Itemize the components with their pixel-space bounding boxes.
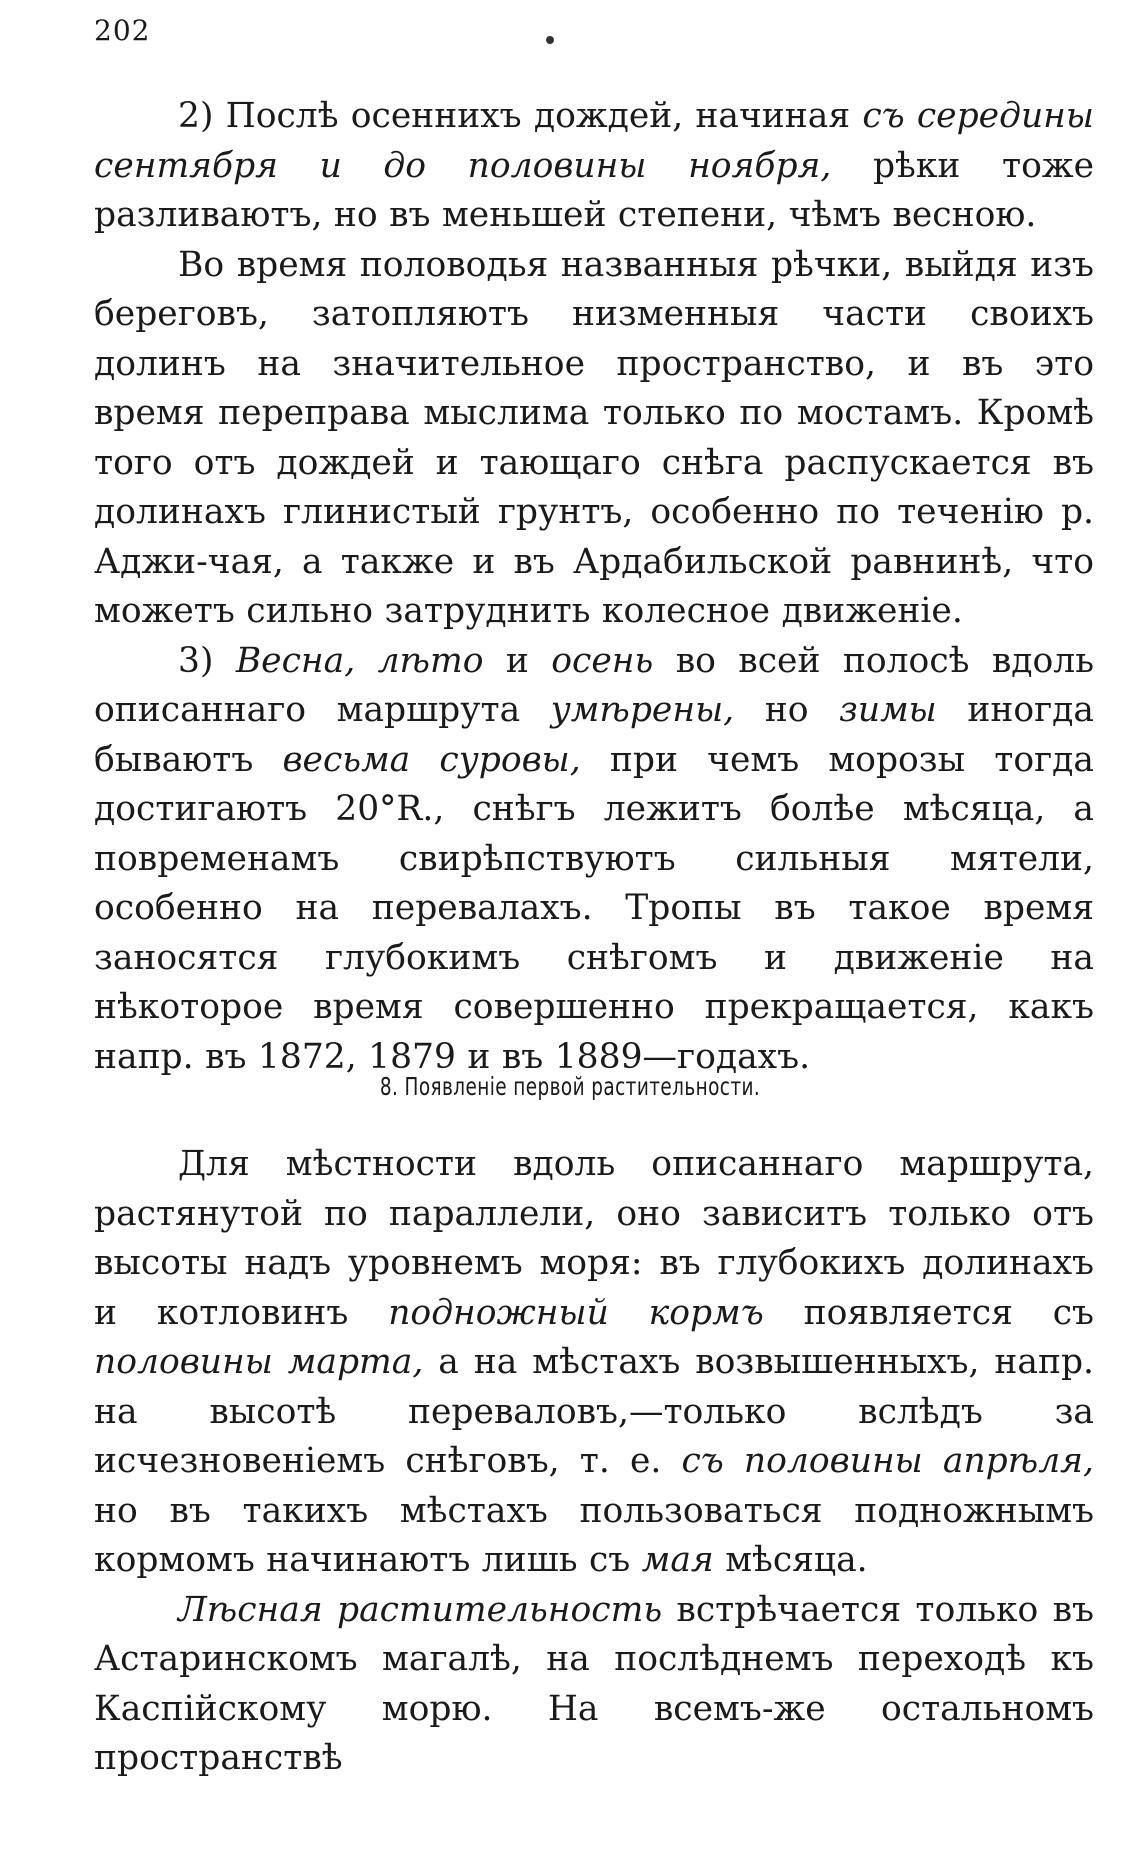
- paragraph: [94, 241, 1094, 637]
- text-run: но въ такихъ мѣстахъ пользоваться подножнымъ кормомъ начинаютъ лишь съ: [94, 1490, 1094, 1580]
- text-run: мѣсяца.: [713, 1540, 868, 1580]
- text-run: во всей полосѣ вдоль описаннаго маршрута: [94, 640, 1094, 730]
- italic-run: съ середины сентября и до половины ноября,: [94, 96, 1095, 186]
- page-number: 202: [94, 14, 151, 47]
- section-heading: 8. Появленіе первой растительности.: [379, 1072, 761, 1101]
- text-run: но: [734, 690, 840, 730]
- italic-run: умѣрены,: [550, 690, 735, 730]
- text-run: а на мѣстахъ возвышенныхъ, напр. на высотѣ переваловъ,—только вслѣдъ за исчезновеніемъ снѣговъ, т. е.: [94, 1342, 1094, 1481]
- text-run: встрѣчается только въ Астаринскомъ магалѣ, на послѣднемъ переходѣ къ Каспійскому морю. На всемъ-же остальномъ пространствѣ: [94, 1589, 1094, 1778]
- paragraph: [94, 92, 1094, 241]
- text-run: 2) Послѣ осеннихъ дождей, начиная: [178, 96, 863, 136]
- paragraph: [94, 1140, 1094, 1586]
- italic-run: Весна, лѣто: [235, 640, 484, 681]
- text-run: Во время половодья названныя рѣчки, выйдя изъ береговъ, затопляютъ низменныя части своихъ долинъ на значительное пространство, и въ это время переправа мыслима только по мостамъ. Кромѣ того отъ дождей и тающаго снѣга распускается въ долинахъ глинистый грунтъ, особенно по теченію р. Аджи-чая, а также и въ Ардабильской равнинѣ, что можетъ сильно затруднить колесное движеніе.: [94, 244, 1094, 631]
- body-text-bottom: [94, 1140, 1094, 1784]
- body-text-top: [94, 92, 1094, 1082]
- text-run: и: [483, 640, 552, 681]
- paragraph: [94, 1586, 1094, 1784]
- text-run: Для мѣстности вдоль описаннаго маршрута, растянутой по параллели, оно зависитъ только отъ высоты надъ уровнемъ моря: въ глубокихъ долинахъ и котловинъ: [94, 1144, 1094, 1333]
- italic-run: съ половины апрѣля,: [681, 1441, 1094, 1481]
- italic-run: Лѣсная растительность: [178, 1589, 663, 1630]
- italic-run: зимы: [839, 690, 937, 730]
- italic-run: половины марта,: [94, 1342, 424, 1382]
- paragraph: [94, 637, 1094, 1083]
- italic-run: осень: [551, 640, 654, 681]
- italic-run: мая: [641, 1540, 714, 1580]
- italic-run: подножный кормъ: [388, 1292, 764, 1333]
- italic-run: весьма суровы,: [282, 739, 581, 780]
- text-run: 3): [178, 640, 236, 681]
- text-run: рѣки тоже разливаютъ, но въ меньшей степени, чѣмъ весною.: [94, 145, 1094, 235]
- text-run: при чемъ морозы тогда достигаютъ 20°R., снѣгъ лежитъ болѣе мѣсяца, а повременамъ свирѣпствуютъ сильныя мятели, особенно на перевалахъ. Тропы въ такое время заносятся глубокимъ снѣгомъ и движеніе на нѣкоторое время совершенно прекращается, какъ напр. въ 1872, 1879 и въ 1889—годахъ.: [94, 739, 1094, 1077]
- text-run: иногда бываютъ: [94, 690, 1094, 780]
- ink-speck: [546, 36, 554, 44]
- text-run: появляется съ: [763, 1292, 1094, 1333]
